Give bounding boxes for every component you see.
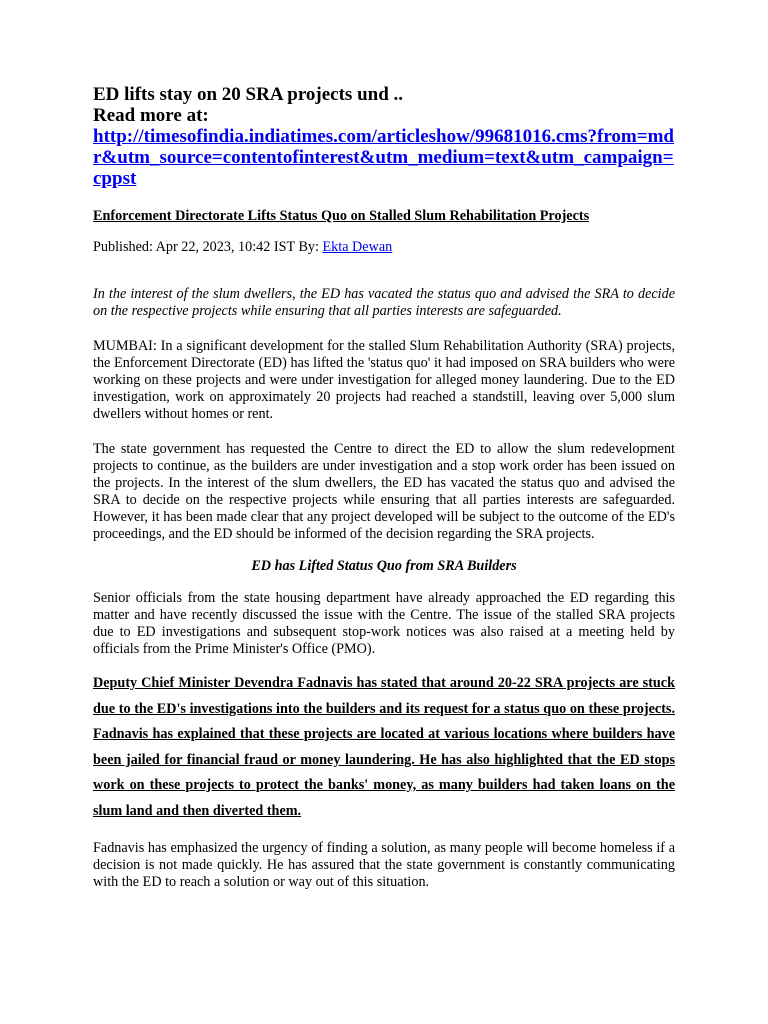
headline-block: [93, 84, 675, 189]
lead-paragraph: In the interest of the slum dwellers, the ED has vacated the status quo and advised the SRA to decide on the respective projects while ensuring that all parties interests are safeguarded.: [93, 286, 675, 319]
article-subheadline: Enforcement Directorate Lifts Status Quo on Stalled Slum Rehabilitation Projects: [93, 208, 590, 224]
body-paragraph-1: MUMBAI: In a significant development for the stalled Slum Rehabilitation Authority (SRA) projects, the Enforcement Directorate (ED) has lifted the 'status quo' it had imposed on SRA builders who were working on these projects and were under investigation for alleged money laundering. Due to the ED investigation, work on approximately 20 projects had reached a standstill, leaving over 5,000 slum dwellers without homes or rent.: [93, 338, 675, 422]
headline-title: ED lifts stay on 20 SRA projects und ..: [93, 84, 404, 105]
published-date-text: Published: Apr 22, 2023, 10:42 IST By:: [93, 239, 323, 255]
article-url-link[interactable]: http://timesofindia.indiatimes.com/articleshow/99681016.cms?from=mdr&utm_source=contentofinterest&utm_medium=text&utm_campaign=cppst: [93, 126, 674, 189]
section-heading: ED has Lifted Status Quo from SRA Builders: [251, 558, 517, 574]
body-paragraph-4: Fadnavis has emphasized the urgency of finding a solution, as many people will become homeless if a decision is not made quickly. He has assured that the state government is constantly communicating with the ED to reach a solution or way out of this situation.: [93, 840, 675, 890]
document-page: [93, 84, 675, 891]
body-paragraph-2: The state government has requested the Centre to direct the ED to allow the slum redevelopment projects to continue, as the builders are under investigation and a stop work order has been issued on the projects. In the interest of the slum dwellers, the ED has vacated the status quo and advised the SRA to decide on the respective projects while ensuring that all parties interests are safeguarded. However, it has been made clear that any project developed will be subject to the outcome of the ED's proceedings, and the ED should be informed of the decision regarding the SRA projects.: [93, 441, 675, 542]
author-link[interactable]: Ekta Dewan: [322, 239, 393, 255]
publication-info: [93, 238, 675, 256]
read-more-label: Read more at:: [93, 105, 209, 126]
body-paragraph-3: Senior officials from the state housing department have already approached the ED regarding this matter and have recently discussed the issue with the Centre. The issue of the stalled SRA projects due to ED investigations and subsequent stop-work notices was also raised at a meeting held by officials from the Prime Minister's Office (PMO).: [93, 590, 675, 657]
highlighted-paragraph: Deputy Chief Minister Devendra Fadnavis has stated that around 20-22 SRA projects are stuck due to the ED's investigations into the builders and its request for a status quo on these projects. Fadnavis has explained that these projects are located at various locations where builders have been jailed for financial fraud or money laundering. He has also highlighted that the ED stops work on these projects to protect the banks' money, as many builders had taken loans on the slum land and then diverted them.: [93, 675, 675, 819]
